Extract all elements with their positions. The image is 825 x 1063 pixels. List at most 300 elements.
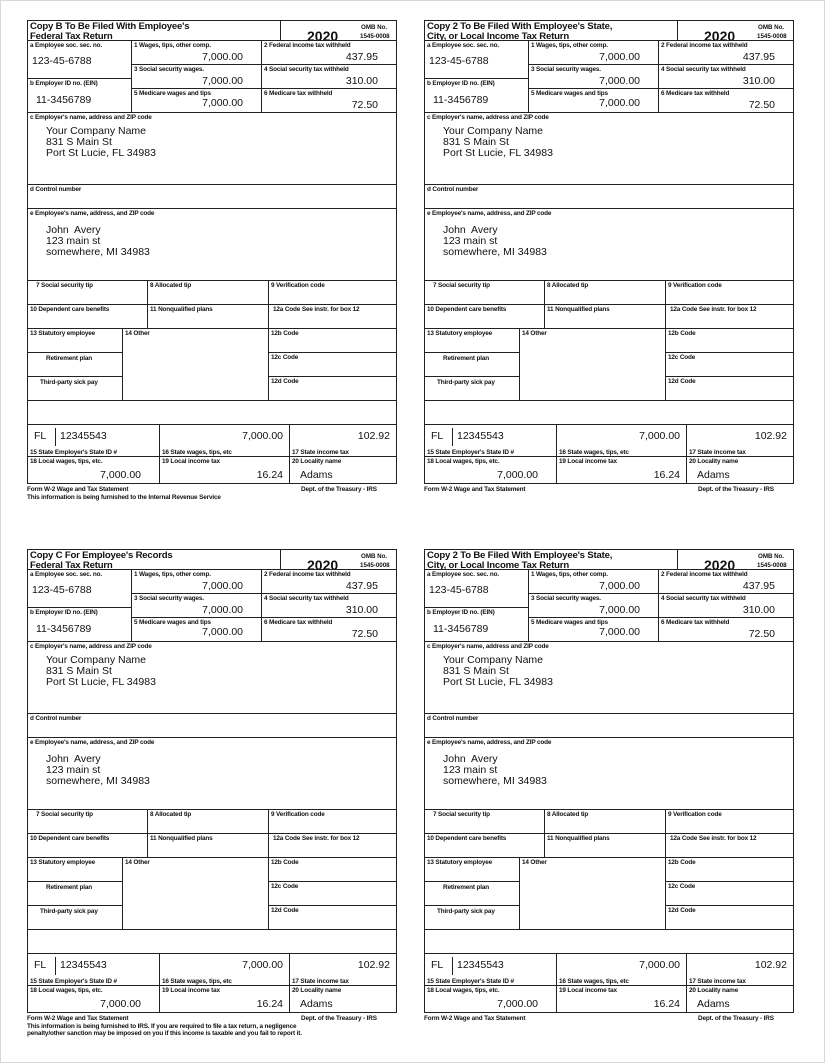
box-a-label: a Employee soc. sec. no.	[427, 571, 500, 578]
box-17-label: 17 State income tax	[689, 449, 746, 456]
employee-city: somewhere, MI 34983	[443, 775, 547, 788]
box-12d-label: 12d Code	[668, 907, 696, 914]
retirement-label: Retirement plan	[443, 355, 490, 362]
year-omb-cell	[281, 21, 396, 41]
box-3-label: 3 Social security wages.	[531, 595, 601, 602]
blank-band	[425, 401, 793, 425]
box-d-control	[425, 185, 793, 209]
box-19-value: 16.24	[653, 998, 680, 1010]
w2-form-3	[27, 549, 397, 1013]
box-4-value: 310.00	[345, 75, 378, 87]
box-20-value: Adams	[300, 998, 333, 1010]
box-e-label: e Employee's name, address, and ZIP code	[427, 210, 552, 217]
box-18	[28, 457, 160, 483]
box-10-label: 10 Dependent care benefits	[30, 306, 110, 313]
box-8	[148, 281, 269, 305]
employer-name: Your Company Name	[46, 125, 146, 137]
box-1-label: 1 Wages, tips, other comp.	[531, 571, 608, 578]
box-9	[269, 281, 396, 305]
box-6-value: 72.50	[351, 99, 378, 111]
box-13-thirdparty	[425, 377, 520, 401]
employer-street: 831 S Main St	[46, 665, 112, 678]
box-16-value: 7,000.00	[639, 430, 680, 442]
employee-street: 123 main st	[443, 235, 498, 248]
box-12b-label: 12b Code	[271, 330, 299, 337]
box-18	[425, 986, 557, 1012]
box-12c-label: 12c Code	[668, 354, 696, 361]
box-c-label: c Employer's name, address and ZIP code	[30, 643, 152, 650]
box-a-ssn	[28, 570, 132, 608]
box-1-label: 1 Wages, tips, other comp.	[531, 42, 608, 49]
box-1-value: 7,000.00	[599, 580, 640, 592]
form-title-cell	[425, 21, 678, 41]
employer-address	[443, 126, 553, 160]
box-16-value: 7,000.00	[242, 430, 283, 442]
employee-address	[46, 225, 150, 259]
employee-address	[443, 754, 547, 788]
box-1-label: 1 Wages, tips, other comp.	[134, 571, 211, 578]
box-2-label: 2 Federal income tax withheld	[264, 571, 351, 578]
box-14-label: 14 Other	[522, 859, 547, 866]
box-2-label: 2 Federal income tax withheld	[661, 42, 748, 49]
box-e-employee	[28, 738, 396, 810]
treasury-dept: Dept. of the Treasury - IRS	[301, 486, 377, 493]
box-c-employer	[425, 113, 793, 185]
box-15-label: 15 State Employer's State ID #	[427, 449, 514, 456]
box-17-value: 102.92	[754, 430, 787, 442]
retirement-label: Retirement plan	[46, 355, 93, 362]
box-5	[529, 618, 659, 642]
box-2	[262, 41, 396, 65]
box-b-ein	[28, 608, 132, 642]
box-12c-label: 12c Code	[271, 883, 299, 890]
form-name: Form W-2 Wage and Tax Statement	[27, 486, 129, 493]
box-3	[132, 594, 262, 618]
box-19-label: 19 Local income tax	[162, 458, 220, 465]
box-6	[659, 89, 793, 113]
box-14	[123, 858, 269, 930]
box-19	[160, 457, 290, 483]
box-12a	[269, 834, 396, 858]
box-5-value: 7,000.00	[599, 626, 640, 638]
year-omb-cell	[678, 21, 793, 41]
box-3-value: 7,000.00	[202, 604, 243, 616]
box-10	[28, 834, 148, 858]
state-value: FL	[431, 430, 444, 442]
box-8-label: 8 Allocated tip	[547, 811, 589, 818]
box-2	[659, 570, 793, 594]
box-20-value: Adams	[697, 469, 730, 481]
box-20-value: Adams	[697, 998, 730, 1010]
box-12d-label: 12d Code	[668, 378, 696, 385]
box-11	[148, 834, 269, 858]
box-14	[520, 329, 666, 401]
box-12c	[269, 353, 396, 377]
box-1	[132, 41, 262, 65]
blank-band	[28, 930, 396, 954]
box-b-label: b Employer ID no. (EIN)	[427, 609, 495, 616]
box-12d-label: 12d Code	[271, 378, 299, 385]
box-1	[529, 570, 659, 594]
box-9-label: 9 Verification code	[668, 282, 722, 289]
box-12b	[269, 329, 396, 353]
box-19-label: 19 Local income tax	[559, 458, 617, 465]
box-2	[262, 570, 396, 594]
box-6-label: 6 Medicare tax withheld	[264, 90, 333, 97]
box-15-label: 15 State Employer's State ID #	[427, 978, 514, 985]
omb-label: OMB No.	[361, 553, 388, 560]
employer-name: Your Company Name	[443, 125, 543, 137]
box-12b-label: 12b Code	[668, 859, 696, 866]
ein-value: 11-3456789	[36, 623, 92, 635]
box-12a-label: 12a Code See instr. for box 12	[273, 306, 360, 313]
box-16-label: 16 State wages, tips, etc	[162, 449, 232, 456]
tax-year: 2020	[704, 28, 736, 41]
box-3	[529, 65, 659, 89]
box-8	[545, 810, 666, 834]
box-6-label: 6 Medicare tax withheld	[661, 619, 730, 626]
box-11	[545, 834, 666, 858]
box-6-value: 72.50	[748, 628, 775, 640]
employee-city: somewhere, MI 34983	[443, 246, 547, 259]
form-title: Copy 2 To Be Filed With Employee's State, City, or Local Income Tax Return	[427, 21, 613, 41]
box-12c	[666, 353, 793, 377]
employee-city: somewhere, MI 34983	[46, 246, 150, 259]
box-17-value: 102.92	[754, 959, 787, 971]
employee-city: somewhere, MI 34983	[46, 775, 150, 788]
box-16	[557, 425, 687, 457]
box-7	[425, 810, 545, 834]
box-a-label: a Employee soc. sec. no.	[427, 42, 500, 49]
box-d-label: d Control number	[427, 186, 479, 193]
tax-year: 2020	[307, 557, 339, 570]
box-4	[659, 65, 793, 89]
box-18-label: 18 Local wages, tips, etc.	[427, 987, 500, 994]
box-4-label: 4 Social security tax withheld	[661, 595, 746, 602]
employee-name: John Avery	[443, 753, 498, 765]
box-d-label: d Control number	[30, 715, 82, 722]
box-4-label: 4 Social security tax withheld	[661, 66, 746, 73]
box-e-label: e Employee's name, address, and ZIP code	[30, 210, 155, 217]
w2-form-1	[27, 20, 397, 484]
employee-address	[46, 754, 150, 788]
box-2-value: 437.95	[742, 51, 775, 63]
box-e-label: e Employee's name, address, and ZIP code	[30, 739, 155, 746]
box-9-label: 9 Verification code	[271, 282, 325, 289]
ein-value: 11-3456789	[433, 94, 489, 106]
box-10	[425, 305, 545, 329]
state-divider	[55, 957, 56, 975]
box-a-label: a Employee soc. sec. no.	[30, 571, 103, 578]
box-18	[28, 986, 160, 1012]
box-3-label: 3 Social security wages.	[134, 66, 204, 73]
box-b-label: b Employer ID no. (EIN)	[30, 609, 98, 616]
treasury-dept: Dept. of the Treasury - IRS	[301, 1015, 377, 1022]
box-16-value: 7,000.00	[639, 959, 680, 971]
employee-name: John Avery	[46, 224, 101, 236]
box-12c-label: 12c Code	[271, 354, 299, 361]
blank-band	[28, 401, 396, 425]
box-3	[132, 65, 262, 89]
w2-form-4	[424, 549, 794, 1013]
footer-note: This information is being furnished to the Internal Revenue Service	[27, 494, 221, 501]
form-title: Copy B To Be Filed With Employee's Federal Tax Return	[30, 21, 190, 41]
box-12a-label: 12a Code See instr. for box 12	[273, 835, 360, 842]
box-3-value: 7,000.00	[599, 604, 640, 616]
state-divider	[452, 428, 453, 446]
box-5-label: 5 Medicare wages and tips	[134, 90, 211, 97]
box-12b-label: 12b Code	[668, 330, 696, 337]
employee-address	[443, 225, 547, 259]
box-b-label: b Employer ID no. (EIN)	[30, 80, 98, 87]
box-c-label: c Employer's name, address and ZIP code	[427, 643, 549, 650]
box-20	[290, 986, 396, 1012]
box-16	[160, 425, 290, 457]
box-20-label: 20 Locality name	[689, 987, 739, 994]
box-12a-label: 12a Code See instr. for box 12	[670, 835, 757, 842]
box-12d-label: 12d Code	[271, 907, 299, 914]
box-7-label: 7 Social security tip	[433, 282, 490, 289]
box-d-control	[28, 714, 396, 738]
box-19	[160, 986, 290, 1012]
box-18	[425, 457, 557, 483]
box-6-label: 6 Medicare tax withheld	[264, 619, 333, 626]
box-c-label: c Employer's name, address and ZIP code	[427, 114, 549, 121]
form-title-cell	[425, 550, 678, 570]
employee-street: 123 main st	[443, 764, 498, 777]
year-omb-cell	[678, 550, 793, 570]
box-17	[687, 425, 793, 457]
box-1-value: 7,000.00	[599, 51, 640, 63]
employer-street: 831 S Main St	[46, 136, 112, 149]
state-divider	[55, 428, 56, 446]
box-17	[687, 954, 793, 986]
box-18-value: 7,000.00	[100, 469, 141, 481]
box-20-label: 20 Locality name	[689, 458, 739, 465]
box-18-value: 7,000.00	[100, 998, 141, 1010]
box-17-label: 17 State income tax	[292, 978, 349, 985]
box-18-value: 7,000.00	[497, 469, 538, 481]
box-12a-label: 12a Code See instr. for box 12	[670, 306, 757, 313]
box-9	[666, 810, 793, 834]
ssn-value: 123-45-6788	[32, 584, 92, 596]
box-13-thirdparty	[425, 906, 520, 930]
box-5-label: 5 Medicare wages and tips	[531, 90, 608, 97]
form-name: Form W-2 Wage and Tax Statement	[424, 1015, 526, 1022]
box-b-ein	[28, 79, 132, 113]
box-12d	[666, 377, 793, 401]
box-12b-label: 12b Code	[271, 859, 299, 866]
box-c-employer	[28, 113, 396, 185]
box-3	[529, 594, 659, 618]
box-15	[425, 954, 557, 986]
box-12b	[666, 858, 793, 882]
employer-city: Port St Lucie, FL 34983	[46, 147, 156, 160]
box-17-value: 102.92	[357, 959, 390, 971]
ein-value: 11-3456789	[36, 94, 92, 106]
box-15-label: 15 State Employer's State ID #	[30, 978, 117, 985]
tax-year: 2020	[704, 557, 736, 570]
box-8-label: 8 Allocated tip	[150, 282, 192, 289]
box-20	[290, 457, 396, 483]
box-5-label: 5 Medicare wages and tips	[531, 619, 608, 626]
box-19-value: 16.24	[653, 469, 680, 481]
box-b-label: b Employer ID no. (EIN)	[427, 80, 495, 87]
omb-label: OMB No.	[361, 24, 388, 31]
box-1	[529, 41, 659, 65]
box-5	[529, 89, 659, 113]
box-9	[666, 281, 793, 305]
box-12d	[269, 377, 396, 401]
box-5-value: 7,000.00	[202, 97, 243, 109]
box-1-value: 7,000.00	[202, 580, 243, 592]
box-c-employer	[425, 642, 793, 714]
box-15	[28, 425, 160, 457]
box-13-retirement	[28, 353, 123, 377]
box-13-label: 13 Statutory employee	[30, 330, 96, 337]
employee-street: 123 main st	[46, 764, 101, 777]
box-b-ein	[425, 79, 529, 113]
omb-label: OMB No.	[758, 553, 785, 560]
box-12a	[666, 305, 793, 329]
box-c-employer	[28, 642, 396, 714]
box-20-value: Adams	[300, 469, 333, 481]
box-1-value: 7,000.00	[202, 51, 243, 63]
box-16-value: 7,000.00	[242, 959, 283, 971]
box-10	[425, 834, 545, 858]
box-4-value: 310.00	[742, 75, 775, 87]
box-18-label: 18 Local wages, tips, etc.	[30, 458, 103, 465]
footer-note: This information is being furnished to IRS. If you are required to file a tax return, a negligence penalty/other sanction may be imposed on you if this income is taxable and you fail to report it.	[27, 1023, 302, 1037]
thirdparty-label: Third-party sick pay	[40, 908, 98, 915]
box-14-label: 14 Other	[125, 859, 150, 866]
box-13-statutory	[425, 858, 520, 882]
box-12d	[269, 906, 396, 930]
box-4-label: 4 Social security tax withheld	[264, 595, 349, 602]
state-divider	[452, 957, 453, 975]
box-3-value: 7,000.00	[202, 75, 243, 87]
box-19-value: 16.24	[256, 998, 283, 1010]
state-id-value: 12345543	[457, 430, 504, 442]
box-20-label: 20 Locality name	[292, 458, 342, 465]
box-9-label: 9 Verification code	[271, 811, 325, 818]
box-13-retirement	[28, 882, 123, 906]
box-17	[290, 954, 396, 986]
box-6	[262, 89, 396, 113]
box-c-label: c Employer's name, address and ZIP code	[30, 114, 152, 121]
box-d-control	[28, 185, 396, 209]
omb-number: 1545-0008	[360, 33, 390, 40]
box-12c	[666, 882, 793, 906]
box-4	[659, 594, 793, 618]
state-value: FL	[34, 959, 47, 971]
box-7	[28, 810, 148, 834]
omb-label: OMB No.	[758, 24, 785, 31]
ssn-value: 123-45-6788	[32, 55, 92, 67]
box-7	[28, 281, 148, 305]
box-11-label: 11 Nonqualified plans	[547, 306, 610, 313]
omb-number: 1545-0008	[757, 33, 787, 40]
employer-street: 831 S Main St	[443, 136, 509, 149]
box-6	[659, 618, 793, 642]
thirdparty-label: Third-party sick pay	[437, 908, 495, 915]
box-19-label: 19 Local income tax	[162, 987, 220, 994]
form-title: Copy 2 To Be Filed With Employee's State, City, or Local Income Tax Return	[427, 550, 613, 570]
box-d-label: d Control number	[427, 715, 479, 722]
box-13-retirement	[425, 353, 520, 377]
employer-address	[443, 655, 553, 689]
box-11	[148, 305, 269, 329]
box-a-label: a Employee soc. sec. no.	[30, 42, 103, 49]
employer-city: Port St Lucie, FL 34983	[443, 147, 553, 160]
employer-name: Your Company Name	[443, 654, 543, 666]
box-11-label: 11 Nonqualified plans	[547, 835, 610, 842]
box-18-value: 7,000.00	[497, 998, 538, 1010]
box-3-value: 7,000.00	[599, 75, 640, 87]
box-15-label: 15 State Employer's State ID #	[30, 449, 117, 456]
thirdparty-label: Third-party sick pay	[40, 379, 98, 386]
box-2-value: 437.95	[742, 580, 775, 592]
box-18-label: 18 Local wages, tips, etc.	[30, 987, 103, 994]
state-value: FL	[431, 959, 444, 971]
box-9	[269, 810, 396, 834]
box-a-ssn	[425, 41, 529, 79]
box-12c	[269, 882, 396, 906]
box-16-label: 16 State wages, tips, etc	[559, 978, 629, 985]
box-4-label: 4 Social security tax withheld	[264, 66, 349, 73]
box-17-value: 102.92	[357, 430, 390, 442]
box-7-label: 7 Social security tip	[36, 811, 93, 818]
box-16	[557, 954, 687, 986]
form-name: Form W-2 Wage and Tax Statement	[27, 1015, 129, 1022]
box-a-ssn	[425, 570, 529, 608]
employer-address	[46, 126, 156, 160]
box-12a	[666, 834, 793, 858]
box-6-value: 72.50	[351, 628, 378, 640]
box-16	[160, 954, 290, 986]
box-2-label: 2 Federal income tax withheld	[264, 42, 351, 49]
box-8-label: 8 Allocated tip	[150, 811, 192, 818]
box-12d	[666, 906, 793, 930]
box-13-thirdparty	[28, 906, 123, 930]
box-d-label: d Control number	[30, 186, 82, 193]
w2-form-2	[424, 20, 794, 484]
box-8	[545, 281, 666, 305]
box-e-employee	[425, 738, 793, 810]
box-e-employee	[425, 209, 793, 281]
box-10-label: 10 Dependent care benefits	[30, 835, 110, 842]
state-id-value: 12345543	[60, 959, 107, 971]
box-e-employee	[28, 209, 396, 281]
box-b-ein	[425, 608, 529, 642]
box-8	[148, 810, 269, 834]
box-18-label: 18 Local wages, tips, etc.	[427, 458, 500, 465]
omb-number: 1545-0008	[360, 562, 390, 569]
box-13-label: 13 Statutory employee	[427, 330, 493, 337]
employee-name: John Avery	[46, 753, 101, 765]
treasury-dept: Dept. of the Treasury - IRS	[698, 486, 774, 493]
box-11-label: 11 Nonqualified plans	[150, 835, 213, 842]
box-3-label: 3 Social security wages.	[531, 66, 601, 73]
box-12b	[269, 858, 396, 882]
box-10-label: 10 Dependent care benefits	[427, 306, 507, 313]
year-omb-cell	[281, 550, 396, 570]
box-15	[28, 954, 160, 986]
box-19-label: 19 Local income tax	[559, 987, 617, 994]
box-e-label: e Employee's name, address, and ZIP code	[427, 739, 552, 746]
employee-street: 123 main st	[46, 235, 101, 248]
tax-year: 2020	[307, 28, 339, 41]
